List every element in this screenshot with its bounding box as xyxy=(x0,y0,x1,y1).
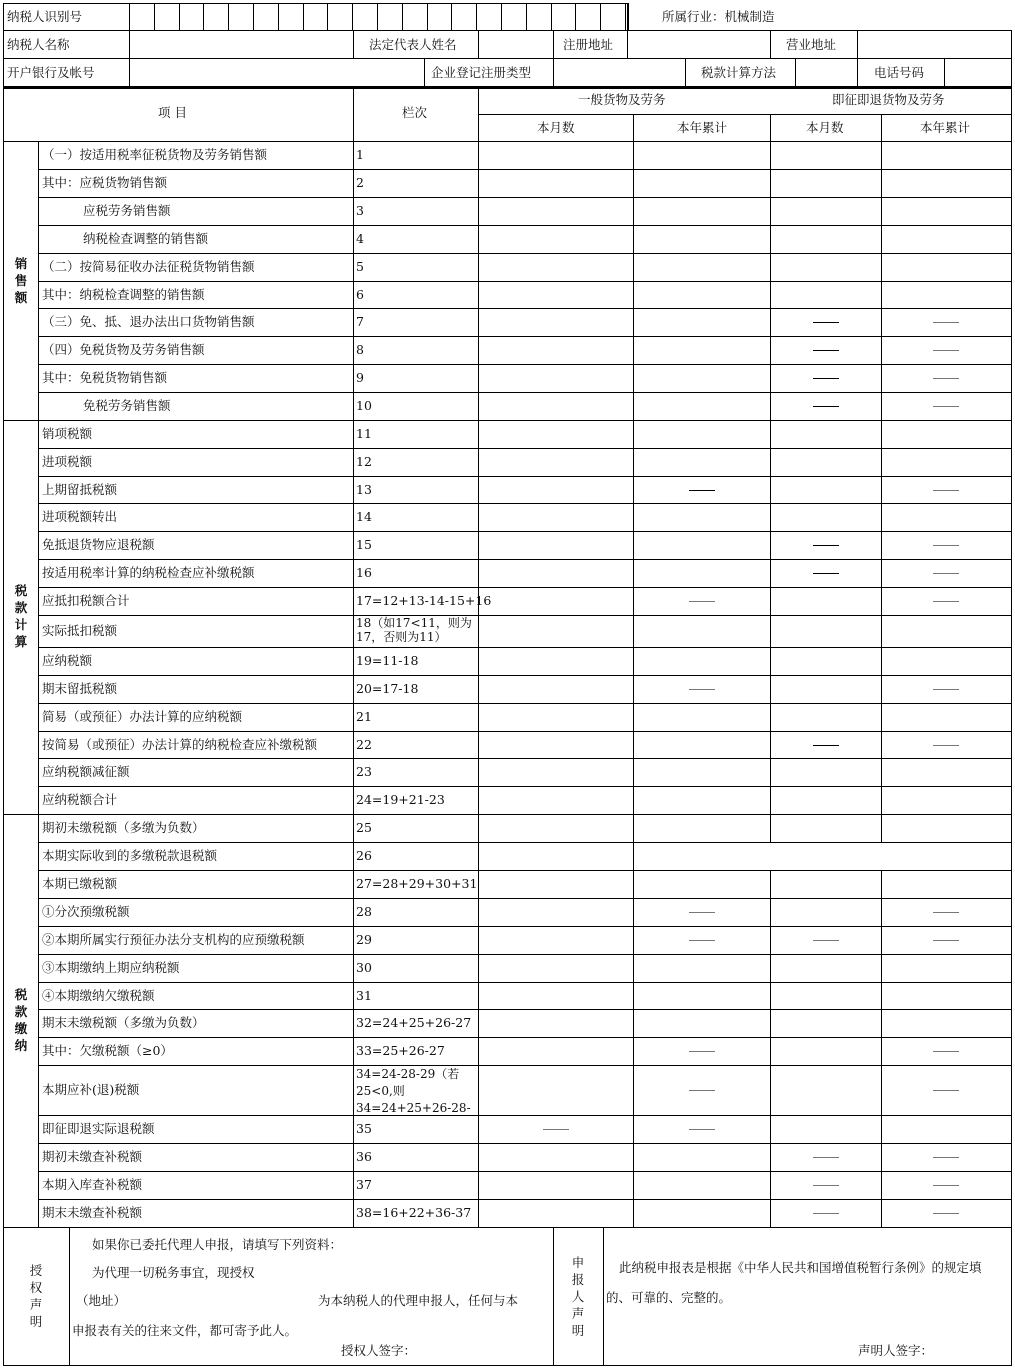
section-tax-calc: 税款计算 xyxy=(14,583,28,649)
value-cell[interactable] xyxy=(634,955,769,981)
row-column-no: 17=12+13-14-15+16 xyxy=(356,593,492,608)
row-label: 按简易（或预征）办法计算的纳税检查应补缴税额 xyxy=(42,737,318,752)
row-column-no: 20=17-18 xyxy=(356,681,419,696)
value-cell[interactable] xyxy=(479,843,632,869)
row-label: 实际抵扣税额 xyxy=(42,623,118,638)
decl-sign: 声明人签字： xyxy=(858,1343,934,1358)
row-label: 进项税额转出 xyxy=(42,509,118,524)
taxpayer-id-digit-box[interactable] xyxy=(552,4,575,29)
not-applicable-dash xyxy=(689,1051,715,1052)
value-cell[interactable] xyxy=(882,449,1010,475)
not-applicable-dash xyxy=(933,689,959,690)
auth-title: 授权声明 xyxy=(29,1263,43,1329)
taxpayer-id-digit-box[interactable] xyxy=(229,4,252,29)
not-applicable-dash xyxy=(689,689,715,690)
enterprise-type-label: 企业登记注册类型 xyxy=(431,65,532,80)
value-cell[interactable] xyxy=(479,282,632,307)
taxpayer-id-digit-box[interactable] xyxy=(155,4,178,29)
not-applicable-dash xyxy=(933,545,959,546)
value-cell[interactable] xyxy=(479,732,632,757)
value-cell[interactable] xyxy=(479,421,632,447)
taxpayer-id-digit-box[interactable] xyxy=(304,4,327,29)
row-column-no: 26 xyxy=(356,848,372,863)
value-cell[interactable] xyxy=(479,226,632,252)
row-column-no: 14 xyxy=(356,509,372,524)
row-column-no: 8 xyxy=(356,342,364,357)
item-header: 项 目 xyxy=(158,105,187,120)
value-cell[interactable] xyxy=(479,983,632,1008)
taxpayer-id-digit-box[interactable] xyxy=(378,4,401,29)
not-applicable-dash xyxy=(933,406,959,407)
row-column-no: 7 xyxy=(356,314,364,329)
value-cell[interactable] xyxy=(634,309,769,335)
row-label: 其中：免税货物销售额 xyxy=(42,370,168,385)
value-cell[interactable] xyxy=(882,616,1010,646)
value-cell[interactable] xyxy=(479,1144,632,1170)
value-cell[interactable] xyxy=(882,815,1010,841)
row-label: 即征即退实际退税额 xyxy=(42,1121,155,1136)
value-cell[interactable] xyxy=(882,142,1010,168)
value-cell[interactable] xyxy=(634,170,769,196)
year-total-header: 本年累计 xyxy=(677,120,728,135)
this-month-header: 本月数 xyxy=(537,120,575,135)
this-month-header-2: 本月数 xyxy=(806,120,844,135)
bank-label: 开户银行及帐号 xyxy=(7,65,95,80)
value-cell[interactable] xyxy=(771,226,880,252)
row-label: （三）免、抵、退办法出口货物销售额 xyxy=(42,314,255,329)
value-cell[interactable] xyxy=(882,955,1010,981)
row-column-no: 16 xyxy=(356,565,372,580)
not-applicable-dash xyxy=(933,912,959,913)
value-cell[interactable] xyxy=(882,787,1010,813)
legal-rep-label: 法定代表人姓名 xyxy=(369,37,457,52)
not-applicable-dash xyxy=(933,940,959,941)
value-cell[interactable] xyxy=(479,560,632,586)
value-cell[interactable] xyxy=(771,899,880,925)
row-label: ③本期缴纳上期应纳税额 xyxy=(42,960,180,975)
value-cell[interactable] xyxy=(634,871,769,897)
value-cell[interactable] xyxy=(771,955,880,981)
value-cell[interactable] xyxy=(479,899,632,925)
value-cell[interactable] xyxy=(634,226,769,252)
tax-method-label: 税款计算方法 xyxy=(701,65,777,80)
value-cell[interactable] xyxy=(479,648,632,674)
decl-line2: 的、可靠的、完整的。 xyxy=(606,1290,732,1305)
taxpayer-id-digit-box[interactable] xyxy=(130,4,153,29)
value-cell[interactable] xyxy=(479,1066,632,1114)
row-label: ②本期所属实行预征办法分支机构的应预缴税额 xyxy=(42,932,305,947)
not-applicable-dash xyxy=(813,1157,839,1158)
row-label: 本期入库查补税额 xyxy=(42,1177,143,1192)
taxpayer-id-digit-box[interactable] xyxy=(328,4,351,29)
decl-line1: 此纳税申报表是根据《中华人民共和国增值税暂行条例》的规定填 xyxy=(619,1260,982,1275)
value-cell[interactable] xyxy=(882,170,1010,196)
column-no-header: 栏次 xyxy=(402,105,428,120)
row-column-no: 1 xyxy=(356,147,364,162)
value-cell[interactable] xyxy=(479,787,632,813)
value-cell[interactable] xyxy=(882,704,1010,730)
row-column-no: 12 xyxy=(356,454,372,469)
value-cell[interactable] xyxy=(771,254,880,280)
value-cell[interactable] xyxy=(634,393,769,419)
not-applicable-dash xyxy=(933,745,959,746)
value-cell[interactable] xyxy=(634,504,769,530)
row-column-no: 24=19+21-23 xyxy=(356,792,445,807)
not-applicable-dash xyxy=(689,490,715,491)
value-cell[interactable] xyxy=(479,142,632,168)
not-applicable-dash xyxy=(813,1185,839,1186)
value-cell[interactable] xyxy=(634,704,769,730)
not-applicable-dash xyxy=(813,940,839,941)
not-applicable-dash xyxy=(933,1157,959,1158)
value-cell[interactable] xyxy=(634,983,769,1008)
row-column-no: 22 xyxy=(356,737,372,752)
taxpayer-id-digit-box[interactable] xyxy=(576,4,599,29)
value-cell[interactable] xyxy=(771,1116,880,1142)
value-cell[interactable] xyxy=(771,759,880,785)
not-applicable-dash xyxy=(813,573,839,574)
not-applicable-dash xyxy=(689,601,715,602)
taxpayer-id-digit-box[interactable] xyxy=(477,4,500,29)
value-cell[interactable] xyxy=(634,560,769,586)
value-cell[interactable] xyxy=(634,648,769,674)
auth-line3-right: 为本纳税人的代理申报人，任何与本 xyxy=(318,1293,519,1308)
row-column-no: 28 xyxy=(356,904,372,919)
value-cell[interactable] xyxy=(771,616,880,646)
row-label: 其中：纳税检查调整的销售额 xyxy=(42,287,205,302)
row-label: 期初未缴税额（多缴为负数） xyxy=(42,820,205,835)
row-label: 简易（或预征）办法计算的应纳税额 xyxy=(42,709,243,724)
not-applicable-dash xyxy=(933,1090,959,1091)
general-goods-header: 一般货物及劳务 xyxy=(578,92,666,107)
value-cell[interactable] xyxy=(479,504,632,530)
row-label: 期末留抵税额 xyxy=(42,681,118,696)
not-applicable-dash xyxy=(813,350,839,351)
value-cell[interactable] xyxy=(882,1116,1010,1142)
value-cell[interactable] xyxy=(634,449,769,475)
row-column-no: 9 xyxy=(356,370,364,385)
row-label: 其中：应税货物销售额 xyxy=(42,175,168,190)
value-cell[interactable] xyxy=(771,871,880,897)
value-cell[interactable] xyxy=(882,254,1010,280)
not-applicable-dash xyxy=(813,545,839,546)
row-label: 应纳税额 xyxy=(42,653,93,668)
row-label: 进项税额 xyxy=(42,454,93,469)
row-column-no: 3 xyxy=(356,203,364,218)
row-column-no: 30 xyxy=(356,960,372,975)
value-cell[interactable] xyxy=(771,421,880,447)
value-cell[interactable] xyxy=(634,532,769,558)
section-tax-payment: 税款缴纳 xyxy=(14,987,28,1053)
value-cell[interactable] xyxy=(479,477,632,502)
instant-refund-header: 即征即退货物及劳务 xyxy=(832,92,945,107)
row-label: 纳税检查调整的销售额 xyxy=(83,231,209,246)
row-column-no: 35 xyxy=(356,1121,372,1136)
row-label: 免抵退货物应退税额 xyxy=(42,537,155,552)
value-cell[interactable] xyxy=(634,142,769,168)
value-cell[interactable] xyxy=(479,676,632,702)
value-cell[interactable] xyxy=(771,983,880,1008)
row-label: （一）按适用税率征税货物及劳务销售额 xyxy=(42,147,268,162)
taxpayer-id-digit-box[interactable] xyxy=(279,4,302,29)
value-cell[interactable] xyxy=(479,337,632,363)
value-cell[interactable] xyxy=(634,1200,769,1226)
auth-line4: 申报表有关的往来文件，都可寄予此人。 xyxy=(72,1323,298,1338)
value-cell[interactable] xyxy=(479,365,632,391)
value-cell[interactable] xyxy=(771,198,880,224)
value-cell[interactable] xyxy=(771,704,880,730)
value-cell[interactable] xyxy=(479,759,632,785)
row-column-no: 37 xyxy=(356,1177,372,1192)
taxpayer-id-digit-box[interactable] xyxy=(353,4,376,29)
row-column-no: 38=16+22+36-37 xyxy=(356,1205,472,1220)
row-column-no: 21 xyxy=(356,709,372,724)
value-cell[interactable] xyxy=(479,393,632,419)
value-cell[interactable] xyxy=(634,282,769,307)
row-label: 应纳税额合计 xyxy=(42,792,118,807)
not-applicable-dash xyxy=(933,350,959,351)
value-cell[interactable] xyxy=(882,226,1010,252)
taxpayer-id-digit-box[interactable] xyxy=(527,4,550,29)
row-column-no: 31 xyxy=(356,988,372,1003)
industry-label: 所属行业：机械制造 xyxy=(662,9,775,24)
row-label: ④本期缴纳欠缴税额 xyxy=(42,988,155,1003)
row-column-no: 23 xyxy=(356,764,372,779)
value-cell[interactable] xyxy=(771,170,880,196)
row-label: 本期实际收到的多缴税款退税额 xyxy=(42,848,218,863)
value-cell[interactable] xyxy=(634,787,769,813)
row-column-no: 33=25+26-27 xyxy=(356,1043,445,1058)
row-column-no: 29 xyxy=(356,932,372,947)
auth-line3-left: （地址） xyxy=(76,1293,127,1308)
value-cell[interactable] xyxy=(882,504,1010,530)
row-column-no: 13 xyxy=(356,482,372,497)
row-label: 应抵扣税额合计 xyxy=(42,593,130,608)
value-cell[interactable] xyxy=(634,759,769,785)
value-cell[interactable] xyxy=(771,282,880,307)
value-cell[interactable] xyxy=(771,676,880,702)
row-column-no: 10 xyxy=(356,398,372,413)
not-applicable-dash xyxy=(813,322,839,323)
row-label: （四）免税货物及劳务销售额 xyxy=(42,342,205,357)
value-cell[interactable] xyxy=(479,254,632,280)
value-cell[interactable] xyxy=(634,1172,769,1198)
not-applicable-dash xyxy=(689,912,715,913)
value-cell[interactable] xyxy=(882,983,1010,1008)
not-applicable-dash xyxy=(933,601,959,602)
taxpayer-id-label: 纳税人识别号 xyxy=(7,9,83,24)
value-cell[interactable] xyxy=(882,282,1010,307)
taxpayer-id-digit-box[interactable] xyxy=(428,4,451,29)
section-sales: 销售额 xyxy=(14,256,28,305)
value-cell[interactable] xyxy=(479,704,632,730)
not-applicable-dash xyxy=(933,378,959,379)
value-cell[interactable] xyxy=(882,759,1010,785)
row-label: 免税劳务销售额 xyxy=(83,398,171,413)
taxpayer-id-digit-box[interactable] xyxy=(601,4,624,29)
not-applicable-dash xyxy=(933,322,959,323)
auth-line2: 为代理一切税务事宜，现授权 xyxy=(92,1265,255,1280)
not-applicable-dash xyxy=(543,1129,569,1130)
value-cell[interactable] xyxy=(771,449,880,475)
value-cell[interactable] xyxy=(771,142,880,168)
value-cell[interactable] xyxy=(479,198,632,224)
taxpayer-id-box-divider xyxy=(625,3,626,30)
value-cell[interactable] xyxy=(771,1066,880,1114)
taxpayer-id-digit-box[interactable] xyxy=(403,4,426,29)
row-column-no: 36 xyxy=(356,1149,372,1164)
row-column-no: 5 xyxy=(356,259,364,274)
row-label: 销项税额 xyxy=(42,426,93,441)
year-total-header-2: 本年累计 xyxy=(920,120,971,135)
not-applicable-dash xyxy=(689,940,715,941)
taxpayer-id-digit-box[interactable] xyxy=(452,4,475,29)
value-cell[interactable] xyxy=(771,815,880,841)
value-cell[interactable] xyxy=(479,1010,632,1036)
taxpayer-name-label: 纳税人名称 xyxy=(7,37,70,52)
row-label: 应纳税额减征额 xyxy=(42,764,130,779)
value-cell[interactable] xyxy=(634,365,769,391)
value-cell[interactable] xyxy=(771,1038,880,1064)
value-cell[interactable] xyxy=(634,616,769,646)
row-column-no: 18（如17<11，则为17，否则为11） xyxy=(356,616,472,644)
value-cell[interactable] xyxy=(479,927,632,953)
row-column-no: 27=28+29+30+31 xyxy=(356,876,478,891)
value-cell[interactable] xyxy=(479,588,632,614)
taxpayer-id-digit-box[interactable] xyxy=(254,4,277,29)
row-column-no: 19=11-18 xyxy=(356,653,419,668)
value-cell[interactable] xyxy=(771,648,880,674)
row-label: 期末未缴查补税额 xyxy=(42,1205,143,1220)
value-cell[interactable] xyxy=(634,815,769,841)
phone-label: 电话号码 xyxy=(874,65,925,80)
not-applicable-dash xyxy=(813,406,839,407)
row-label: 期初未缴查补税额 xyxy=(42,1149,143,1164)
not-applicable-dash xyxy=(813,378,839,379)
taxpayer-id-digit-box[interactable] xyxy=(204,4,227,29)
auth-line1: 如果你已委托代理人申报，请填写下列资料： xyxy=(92,1237,343,1252)
value-cell[interactable] xyxy=(771,504,880,530)
not-applicable-dash xyxy=(813,745,839,746)
value-cell[interactable] xyxy=(634,1010,769,1036)
not-applicable-dash xyxy=(933,1051,959,1052)
row-column-no: 32=24+25+26-27 xyxy=(356,1015,472,1030)
taxpayer-id-digit-box[interactable] xyxy=(180,4,203,29)
not-applicable-dash xyxy=(933,573,959,574)
row-label: （二）按简易征收办法征税货物销售额 xyxy=(42,259,255,274)
row-label: 按适用税率计算的纳税检查应补缴税额 xyxy=(42,565,255,580)
row-label: 本期应补(退)税额 xyxy=(42,1082,140,1097)
row-column-no: 25 xyxy=(356,820,372,835)
value-cell[interactable] xyxy=(634,421,769,447)
value-cell[interactable] xyxy=(479,955,632,981)
not-applicable-dash xyxy=(933,490,959,491)
row-label: 其中：欠缴税额（≥0） xyxy=(42,1043,173,1058)
auth-sign: 授权人签字： xyxy=(341,1343,417,1358)
not-applicable-dash xyxy=(689,1129,715,1130)
value-cell[interactable] xyxy=(634,732,769,757)
value-cell[interactable] xyxy=(634,198,769,224)
value-cell[interactable] xyxy=(771,588,880,614)
value-cell[interactable] xyxy=(479,815,632,841)
value-cell[interactable] xyxy=(634,1144,769,1170)
row-label: ①分次预缴税额 xyxy=(42,904,130,919)
not-applicable-dash xyxy=(933,1185,959,1186)
taxpayer-id-digit-box[interactable] xyxy=(502,4,525,29)
value-cell[interactable] xyxy=(479,616,632,646)
row-column-no: 4 xyxy=(356,231,364,246)
value-cell[interactable] xyxy=(479,871,632,897)
row-label: 应税劳务销售额 xyxy=(83,203,171,218)
row-column-no: 15 xyxy=(356,537,372,552)
not-applicable-dash xyxy=(933,1213,959,1214)
value-cell[interactable] xyxy=(479,532,632,558)
value-cell[interactable] xyxy=(479,1038,632,1064)
not-applicable-dash xyxy=(689,1090,715,1091)
value-cell[interactable] xyxy=(479,1172,632,1198)
value-cell[interactable] xyxy=(882,198,1010,224)
value-cell[interactable] xyxy=(479,449,632,475)
row-label: 本期已缴税额 xyxy=(42,876,118,891)
value-cell[interactable] xyxy=(479,1200,632,1226)
decl-title: 申报人声明 xyxy=(571,1255,585,1338)
value-cell[interactable] xyxy=(771,477,880,502)
row-column-no: 11 xyxy=(356,426,372,441)
row-column-no: 34=24-28-29（若25<0,则34=24+25+26-28- xyxy=(356,1067,471,1114)
value-cell[interactable] xyxy=(634,337,769,363)
value-cell[interactable] xyxy=(882,1010,1010,1036)
value-cell[interactable] xyxy=(771,1010,880,1036)
value-cell[interactable] xyxy=(882,648,1010,674)
reg-address-label: 注册地址 xyxy=(563,37,614,52)
value-cell[interactable] xyxy=(771,787,880,813)
not-applicable-dash xyxy=(813,1213,839,1214)
business-address-label: 营业地址 xyxy=(786,37,837,52)
value-cell[interactable] xyxy=(882,871,1010,897)
row-label: 期末未缴税额（多缴为负数） xyxy=(42,1015,205,1030)
row-column-no: 2 xyxy=(356,175,364,190)
value-cell[interactable] xyxy=(479,309,632,335)
value-cell[interactable] xyxy=(634,254,769,280)
value-cell[interactable] xyxy=(479,170,632,196)
value-cell[interactable] xyxy=(882,421,1010,447)
row-column-no: 6 xyxy=(356,287,364,302)
row-label: 上期留抵税额 xyxy=(42,482,118,497)
